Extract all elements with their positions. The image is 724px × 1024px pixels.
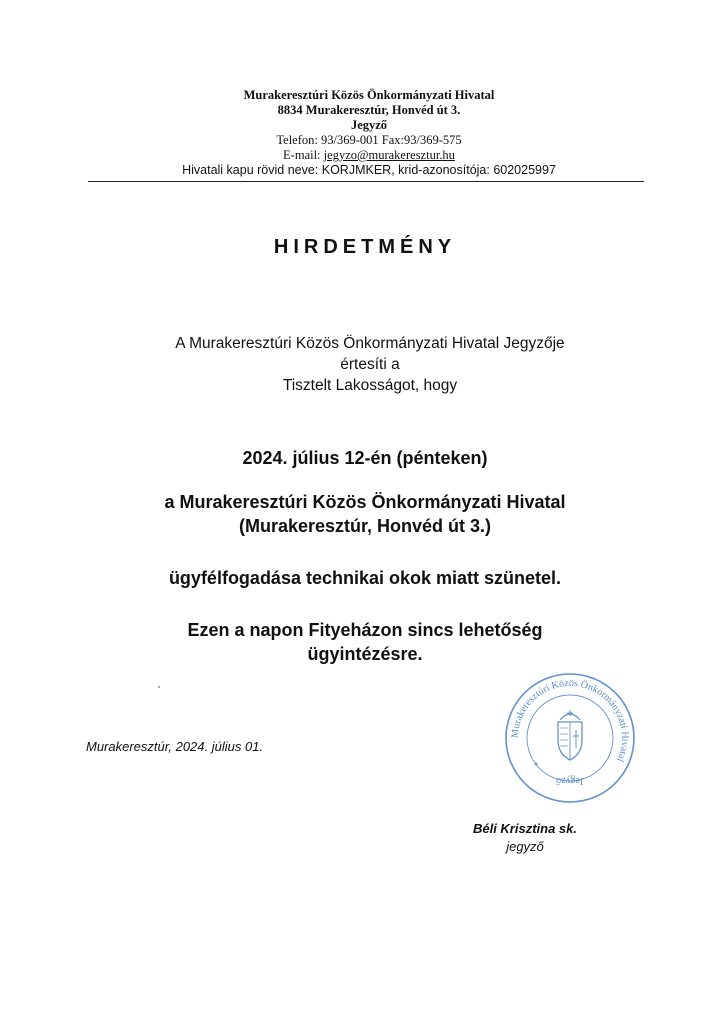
notice-office-line-2: (Murakeresztúr, Honvéd út 3.): [238, 516, 492, 536]
notice-note-line-2: ügyintézésre.: [307, 644, 423, 664]
office-role: Jegyző: [350, 118, 388, 132]
office-name: Murakeresztúri Közös Önkormányzati Hivatal: [243, 88, 495, 102]
notice-office-line-1: a Murakeresztúri Közös Önkormányzati Hivatal: [164, 492, 566, 512]
stamp-bottom-text: Jegyző: [556, 775, 584, 786]
notice-note-line-1: Ezen a napon Fityeházon sincs lehetőség: [187, 620, 543, 640]
intro-line-1: A Murakeresztúri Közös Önkormányzati Hivatal Jegyzője: [175, 335, 565, 352]
phone-fax: Telefon: 93/369-001 Fax:93/369-575: [276, 133, 462, 147]
place-and-date: Murakeresztúr, 2024. július 01.: [86, 739, 264, 754]
office-address: 8834 Murakeresztúr, Honvéd út 3.: [277, 103, 461, 117]
email-line: [88, 148, 650, 163]
notice-office: [60, 490, 670, 538]
stamp-ring-text: Murakeresztúri Közös Önkormányzati Hivatal: [509, 677, 631, 764]
scan-speck: [158, 686, 160, 688]
header-divider: [88, 181, 644, 182]
document-title: HIRDETMÉNY: [273, 236, 457, 258]
email-link[interactable]: jegyzo@murakeresztur.hu: [323, 148, 455, 162]
signer-title: jegyző: [506, 839, 544, 854]
intro-line-3: Tisztelt Lakosságot, hogy: [282, 377, 458, 394]
notice-closure: ügyfélfogadása technikai okok miatt szünetel.: [168, 568, 562, 588]
notice-date: 2024. július 12-én (pénteken): [242, 448, 488, 468]
signer-name: Béli Krisztina sk.: [472, 821, 578, 836]
intro-paragraph: [100, 333, 640, 396]
notice-note: [60, 618, 670, 666]
hivatali-kapu-line: Hivatali kapu rövid neve: KORJMKER, krid-azonosítója: 602025997: [182, 163, 556, 177]
intro-line-2: értesíti a: [340, 356, 400, 373]
official-stamp-icon: [502, 670, 638, 806]
email-label: E-mail:: [283, 148, 324, 162]
signature-block: [440, 820, 610, 856]
letterhead: [88, 88, 650, 178]
